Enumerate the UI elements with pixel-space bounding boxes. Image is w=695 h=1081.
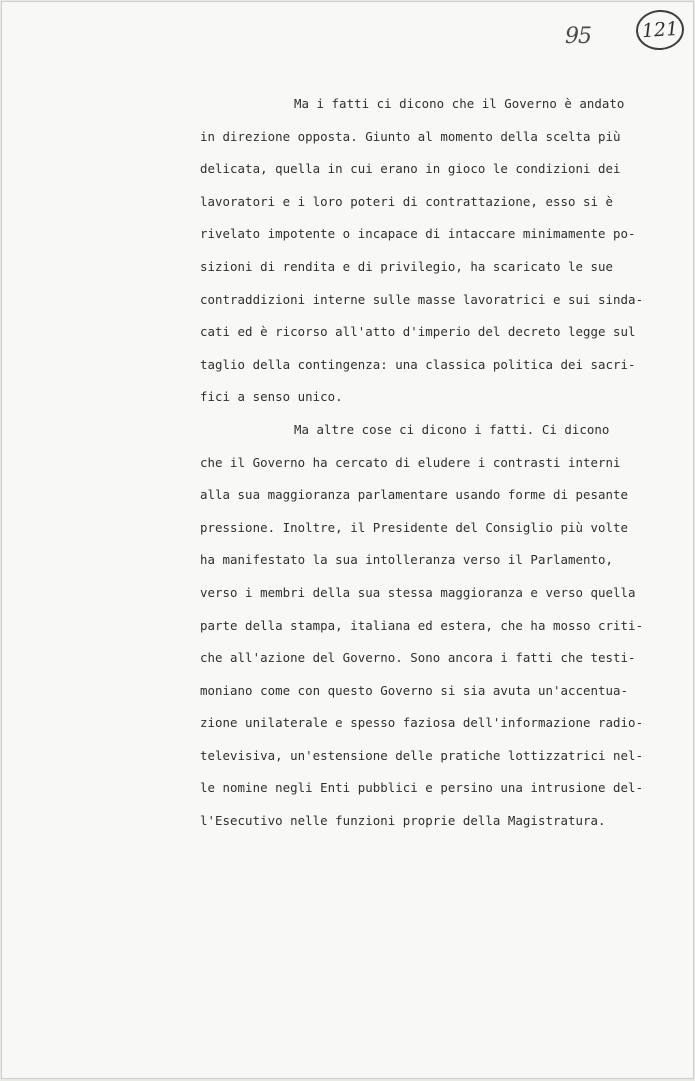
text-line: l'Esecutivo nelle funzioni proprie della Magistratura.: [200, 813, 606, 829]
text-line: ha manifestato la sua intolleranza verso il Parlamento,: [200, 552, 614, 568]
text-line: rivelato impotente o incapace di intaccare minimamente po-: [200, 226, 636, 242]
text-line: contraddizioni interne sulle masse lavoratrici e sui sinda-: [200, 291, 644, 307]
handwritten-page-number: 95: [565, 24, 591, 49]
text-line: cati ed è ricorso all'atto d'imperio del decreto legge sul: [200, 324, 636, 340]
text-line: pressione. Inoltre, il Presidente del Consiglio più volte: [200, 519, 629, 535]
text-line: sizioni di rendita e di privilegio, ha scaricato le sue: [200, 258, 614, 274]
text-line: in direzione opposta. Giunto al momento della scelta più: [200, 128, 621, 144]
text-line: fici a senso unico.: [200, 389, 343, 405]
text-line: taglio della contingenza: una classica politica dei sacri-: [200, 356, 636, 372]
paragraph-1: [200, 88, 644, 414]
text-line: verso i membri della sua stessa maggioranza e verso quella: [200, 584, 636, 600]
text-line: moniano come con questo Governo si sia avuta un'accentua-: [200, 682, 629, 698]
text-line: le nomine negli Enti pubblici e persino una intrusione del-: [200, 780, 644, 796]
typed-body-text: [200, 88, 644, 838]
paragraph-2: [200, 414, 644, 838]
text-line: televisiva, un'estensione delle pratiche lottizzatrici nel-: [200, 747, 644, 763]
circled-stamp-number: 121: [635, 8, 686, 51]
text-line: Ma altre cose ci dicono i fatti. Ci dicono: [294, 421, 610, 437]
text-line: lavoratori e i loro poteri di contrattazione, esso si è: [200, 193, 614, 209]
text-line: che all'azione del Governo. Sono ancora i fatti che testi-: [200, 650, 636, 666]
text-line: parte della stampa, italiana ed estera, che ha mosso criti-: [200, 617, 644, 633]
text-line: che il Governo ha cercato di eludere i contrasti interni: [200, 454, 621, 470]
document-page: [1, 1, 694, 1079]
text-line: delicata, quella in cui erano in gioco le condizioni dei: [200, 161, 621, 177]
text-line: alla sua maggioranza parlamentare usando forme di pesante: [200, 487, 629, 503]
text-line: zione unilaterale e spesso faziosa dell'informazione radio-: [200, 715, 644, 731]
text-line: Ma i fatti ci dicono che il Governo è andato: [294, 96, 625, 111]
